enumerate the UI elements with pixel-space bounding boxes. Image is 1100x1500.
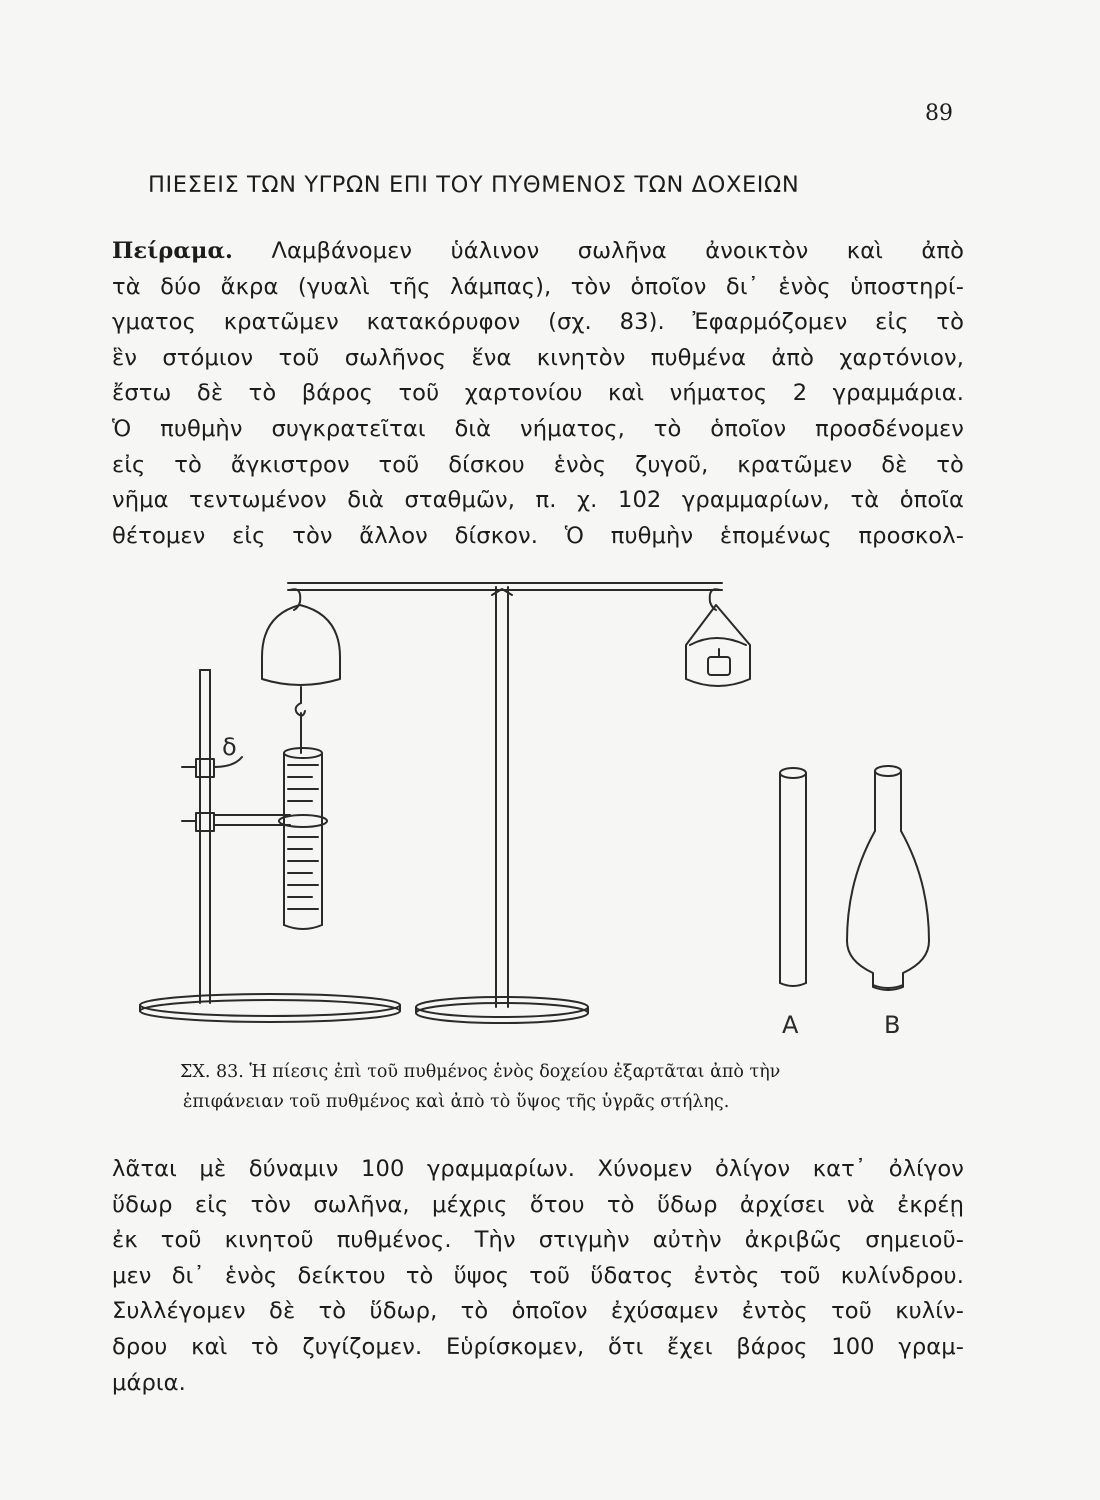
left-balance-pan (262, 605, 340, 716)
paragraph-line-text: Λαμβάνομεν ὑάλινον σωλῆνα ἀνοικτὸν καὶ ἀπὸ (233, 238, 964, 264)
paragraph-line: θέτομεν εἰς τὸν ἄλλον δίσκον. Ὁ πυθμὴν ἑπομένως προσκολ- (112, 522, 964, 549)
continuation-paragraph (112, 1152, 964, 1401)
figure-83-apparatus (130, 575, 970, 1045)
caption-line: ΣΧ. 83. Ἡ πίεσις ἐπὶ τοῦ πυθμένος ἑνὸς δοχείου ἐξαρτᾶται ἀπὸ τὴν (180, 1062, 781, 1082)
paragraph-line: ὕδωρ εἰς τὸν σωλῆνα, μέχρις ὅτου τὸ ὕδωρ ἀρχίσει νὰ ἐκρέῃ (112, 1191, 964, 1218)
paragraph-line: ἐκ τοῦ κινητοῦ πυθμένος. Τὴν στιγμὴν αὐτὴν ἀκριβῶς σημειοῦ- (112, 1227, 964, 1254)
label-b: B (884, 1011, 901, 1039)
paragraph-line: λᾶται μὲ δύναμιν 100 γραμμαρίων. Χύνομεν ὀλίγον κατ᾽ ὀλίγον (112, 1156, 964, 1182)
balance-beam (288, 583, 722, 610)
paragraph-line: γματος κρατῶμεν κατακόρυφον (σχ. 83). Ἐφαρμόζομεν εἰς τὸ (112, 309, 964, 336)
paragraph-line (112, 234, 964, 270)
paragraph-line: νῆμα τεντωμένον διὰ σταθμῶν, π. χ. 102 γραμμαρίων, τὰ ὁποῖα (112, 487, 964, 514)
section-heading: ΠΙΕΣΕΙΣ ΤΩΝ ΥΓΡΩΝ ΕΠΙ ΤΟΥ ΠΥΘΜΕΝΟΣ ΤΩΝ ΔΟΧΕΙΩΝ (148, 172, 800, 198)
label-delta: δ (222, 733, 237, 761)
right-balance-pan (686, 605, 750, 686)
intro-paragraph (112, 234, 964, 554)
figure-caption (180, 1057, 940, 1117)
paragraph-line: Συλλέγομεν δὲ τὸ ὕδωρ, τὸ ὁποῖον ἐχύσαμεν ἐντὸς τοῦ κυλίν- (112, 1298, 964, 1325)
label-a: A (782, 1011, 799, 1039)
graduated-cylinder (279, 713, 327, 929)
tube-a (780, 768, 806, 986)
ring-stand (140, 670, 400, 1022)
paragraph-line: ἓν στόμιον τοῦ σωλῆνος ἕνα κινητὸν πυθμένα ἀπὸ χαρτόνιον, (112, 344, 964, 371)
balance-stand (416, 587, 588, 1023)
paragraph-line: εἰς τὸ ἄγκιστρον τοῦ δίσκου ἑνὸς ζυγοῦ, κρατῶμεν δὲ τὸ (112, 451, 964, 478)
lamp-chimney-b (847, 766, 929, 990)
paragraph-line: μάρια. (112, 1369, 186, 1396)
experiment-lead: Πείραμα. (112, 238, 234, 264)
paragraph-line: μεν δι᾽ ἑνὸς δείκτου τὸ ὕψος τοῦ ὕδατος ἐντὸς τοῦ κυλίνδρου. (112, 1262, 964, 1289)
paragraph-line: ἔστω δὲ τὸ βάρος τοῦ χαρτονίου καὶ νήματος 2 γραμμάρια. (112, 380, 964, 407)
paragraph-line: δρου καὶ τὸ ζυγίζομεν. Εὑρίσκομεν, ὅτι ἔχει βάρος 100 γραμ- (112, 1333, 964, 1360)
page-number: 89 (925, 101, 953, 126)
paragraph-line: Ὁ πυθμὴν συγκρατεῖται διὰ νήματος, τὸ ὁποῖον προσδένομεν (112, 415, 964, 442)
paragraph-line: τὰ δύο ἄκρα (γυαλὶ τῆς λάμπας), τὸν ὁποῖον δι᾽ ἑνὸς ὑποστηρί- (112, 273, 964, 300)
caption-line: ἐπιφάνειαν τοῦ πυθμένος καὶ ἀπὸ τὸ ὕψος τῆς ὑγρᾶς στήλης. (183, 1092, 730, 1112)
